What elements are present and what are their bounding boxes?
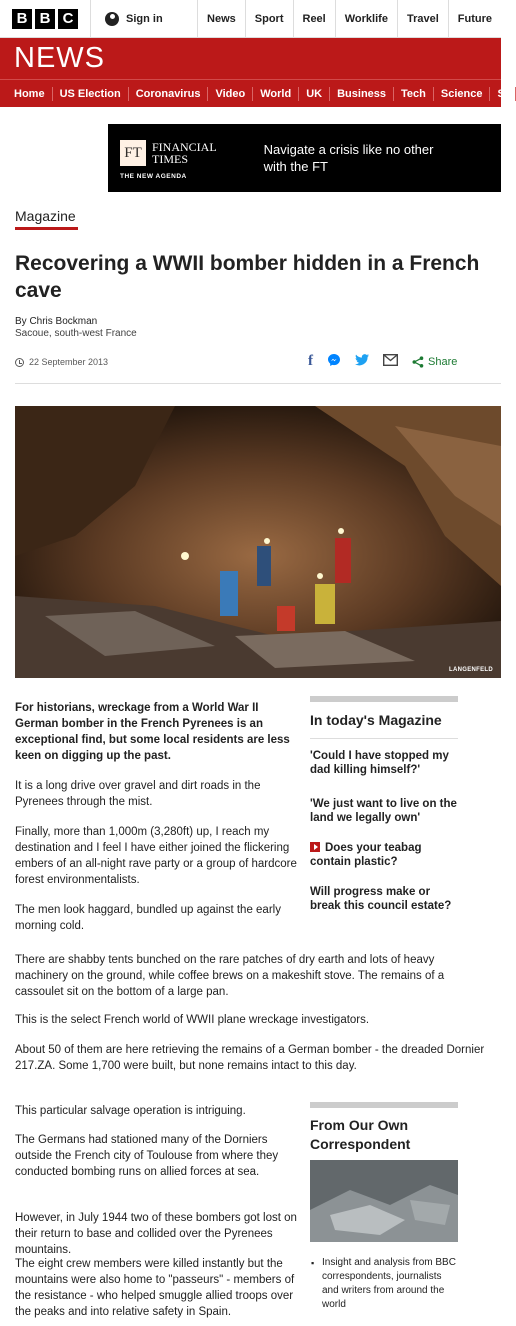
top-nav-sport[interactable]: Sport bbox=[245, 0, 293, 37]
top-nav-future[interactable]: Future bbox=[448, 0, 501, 37]
article-paragraph: The men look haggard, bundled up against the early morning cold. bbox=[15, 904, 281, 932]
section-nav-coronavirus[interactable]: Coronavirus bbox=[129, 87, 209, 101]
article-paragraph: This particular salvage operation is intriguing. bbox=[15, 1105, 246, 1117]
sidebar-link[interactable]: 'Could I have stopped my dad killing himself?' bbox=[310, 750, 449, 776]
section-nav-uk[interactable]: UK bbox=[299, 87, 330, 101]
section-nav-video[interactable]: Video bbox=[208, 87, 253, 101]
ft-agenda-label: THE NEW AGENDA bbox=[120, 173, 187, 180]
section-nav bbox=[0, 79, 509, 107]
article-paragraph: However, in July 1944 two of these bombers got lost on their return to base and collided over the Pyrenees mountains. bbox=[15, 1212, 297, 1256]
section-underline bbox=[15, 227, 78, 230]
bbc-logo-letter: B bbox=[35, 9, 55, 29]
article-lead: For historians, wreckage from a World War II German bomber in the French Pyrenees is an exceptional find, but some local residents are less keen on digging up the past. bbox=[15, 702, 290, 762]
section-label[interactable]: Magazine bbox=[15, 208, 76, 224]
byline-location: Sacoue, south-west France bbox=[15, 328, 137, 339]
article-paragraph: There are shabby tents bunched on the rare patches of dry earth and lots of heavy machinery on the ground, while coffee brews on a makeshift stove. The remains of a cassoulet sit on the bottom of a large pan. bbox=[15, 954, 445, 998]
email-icon[interactable] bbox=[383, 354, 398, 369]
facebook-icon[interactable]: f bbox=[308, 353, 313, 369]
sidebar-title[interactable]: From Our Own Correspondent bbox=[310, 1117, 411, 1152]
article-paragraph: Finally, more than 1,000m (3,280ft) up, I reach my destination and I feel I have either joined the flickering embers of an all-night rave party or a group of hardcore forest environmentalists. bbox=[15, 826, 297, 886]
section-nav-world[interactable]: World bbox=[253, 87, 299, 101]
ad-tagline: Navigate a crisis like no other with the FT bbox=[263, 142, 434, 174]
article-paragraph: This is the select French world of WWII plane wreckage investigators. bbox=[15, 1014, 370, 1026]
section-nav-stories[interactable]: St bbox=[490, 87, 516, 101]
top-nav bbox=[197, 0, 501, 37]
sidebar-blurb: ▪ Insight and analysis from BBC correspondents, journalists and writers from around the world bbox=[310, 1256, 458, 1312]
divider bbox=[15, 383, 501, 384]
sidebar-correspondent bbox=[310, 1102, 458, 1312]
bbc-logo-letter: B bbox=[12, 9, 32, 29]
ft-advert[interactable] bbox=[108, 124, 501, 192]
byline-author: By Chris Bockman bbox=[15, 316, 98, 327]
article-paragraph: About 50 of them are here retrieving the remains of a German bomber - the dreaded Dornier 217.ZA. Some 1,700 were built, but none remains intact to this day. bbox=[15, 1044, 485, 1072]
top-nav-news[interactable]: News bbox=[197, 0, 245, 37]
article-paragraph: It is a long drive over gravel and dirt roads in the Pyrenees through the mist. bbox=[15, 780, 261, 808]
twitter-icon[interactable] bbox=[355, 354, 369, 369]
article-paragraph: The eight crew members were killed instantly but the mountains were also home to "passeurs" - members of the resistance - who helped smuggle allied troops over the peaks and into relative safety in Spain. bbox=[15, 1258, 295, 1318]
page-title: Recovering a WWII bomber hidden in a French cave bbox=[15, 252, 480, 302]
share-bar bbox=[308, 353, 457, 370]
article-date bbox=[15, 357, 108, 367]
top-nav-travel[interactable]: Travel bbox=[397, 0, 448, 37]
top-nav-worklife[interactable]: Worklife bbox=[335, 0, 397, 37]
share-icon bbox=[412, 356, 424, 368]
play-icon bbox=[310, 842, 320, 852]
ft-logo-name bbox=[152, 141, 217, 165]
ft-name-line-2: TIMES bbox=[152, 152, 188, 166]
sidebar-link-label: Does your teabag contain plastic? bbox=[310, 842, 422, 868]
clock-icon bbox=[15, 358, 24, 367]
section-nav-us-election[interactable]: US Election bbox=[53, 87, 129, 101]
user-icon bbox=[105, 12, 119, 26]
messenger-icon[interactable] bbox=[327, 353, 341, 370]
hero-image bbox=[15, 406, 501, 678]
top-nav-reel[interactable]: Reel bbox=[293, 0, 335, 37]
sign-in-label: Sign in bbox=[126, 12, 163, 25]
image-credit: LANGENFELD bbox=[449, 667, 493, 673]
sidebar-link[interactable]: Will progress make or break this council estate? bbox=[310, 886, 452, 912]
section-nav-business[interactable]: Business bbox=[330, 87, 394, 101]
sidebar-thumbnail[interactable] bbox=[310, 1160, 458, 1242]
bbc-logo-letter: C bbox=[58, 9, 78, 29]
bbc-logo[interactable] bbox=[0, 0, 90, 37]
sidebar-title: In today's Magazine bbox=[310, 702, 458, 739]
share-button[interactable] bbox=[412, 356, 457, 368]
news-banner bbox=[0, 38, 501, 79]
section-nav-home[interactable]: Home bbox=[0, 87, 53, 101]
article-body bbox=[15, 700, 300, 948]
section-nav-tech[interactable]: Tech bbox=[394, 87, 434, 101]
sign-in-link[interactable] bbox=[90, 0, 177, 37]
share-label: Share bbox=[428, 355, 458, 368]
news-logo[interactable]: NEWS bbox=[14, 42, 105, 74]
sidebar-magazine bbox=[310, 696, 458, 913]
date-text: 22 September 2013 bbox=[29, 357, 109, 367]
section-nav-science[interactable]: Science bbox=[434, 87, 491, 101]
article-paragraph: The Germans had stationed many of the Dorniers outside the French city of Toulouse from where they conducted bombing runs on allied forces at sea. bbox=[15, 1134, 279, 1178]
sidebar-link-video[interactable] bbox=[310, 841, 458, 869]
sidebar-link[interactable]: 'We just want to live on the land we legally own' bbox=[310, 798, 457, 824]
ft-logo-icon: FT bbox=[120, 140, 146, 166]
ft-name-line-1: FINANCIAL bbox=[152, 140, 217, 154]
top-bar bbox=[0, 0, 501, 38]
